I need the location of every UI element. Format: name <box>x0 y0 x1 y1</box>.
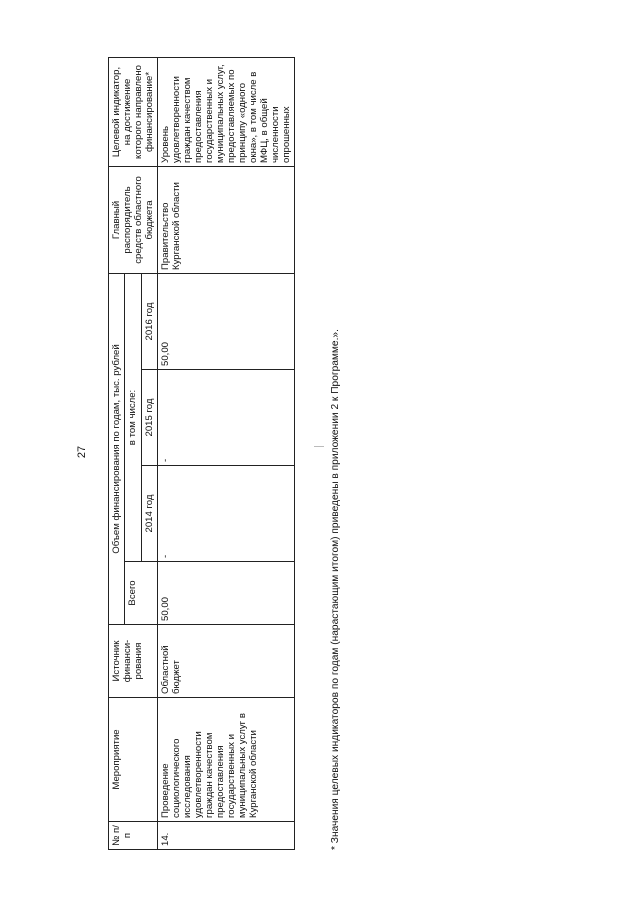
cell-event: Проведение социологического исследования удовлетворенности граждан качеством предоставления государственных и муниципальных услуг в Курганской области <box>158 698 295 822</box>
funding-table <box>108 57 295 850</box>
cell-indicator: Уровень удовлетворенности граждан качеством предоставления государственных и муниципальных услуг, предоставляемых по принципу «одного окна», в том числе в МФЦ, в общей численности опрошенных <box>158 57 295 166</box>
cell-num: 14. <box>158 822 295 850</box>
header-indicator: Целевой индикатор, на достижение которого направлено финансирование* <box>109 57 158 166</box>
header-2016: 2016 год <box>142 273 158 369</box>
header-2015: 2015 год <box>142 370 158 466</box>
header-funding: Объем финансирования по годам, тыс. рублей <box>109 273 125 624</box>
cell-2015: - <box>158 370 295 466</box>
header-source: Источник финанси-рования <box>109 625 158 698</box>
header-manager: Главный распорядитель средств областного бюджета <box>109 166 158 273</box>
header-event: Мероприятие <box>109 698 158 822</box>
footnote: * Значения целевых индикаторов по годам (нарастающим итогом) приведены в приложении 2 к Программе.». <box>330 329 341 850</box>
cell-2016: 50,00 <box>158 273 295 369</box>
header-row-1 <box>109 57 125 849</box>
header-num: № п/п <box>109 822 158 850</box>
cell-manager: Правительство Курганской области <box>158 166 295 273</box>
header-2014: 2014 год <box>142 466 158 562</box>
cell-2014: - <box>158 466 295 562</box>
cell-source: Областной бюджет <box>158 625 295 698</box>
rotated-content <box>108 58 341 850</box>
table-row <box>158 57 295 849</box>
scan-mark <box>314 446 324 447</box>
page-number: 27 <box>76 445 88 459</box>
header-including: в том числе: <box>125 273 142 561</box>
cell-total: 50,00 <box>158 562 295 625</box>
header-total: Всего <box>125 562 158 625</box>
